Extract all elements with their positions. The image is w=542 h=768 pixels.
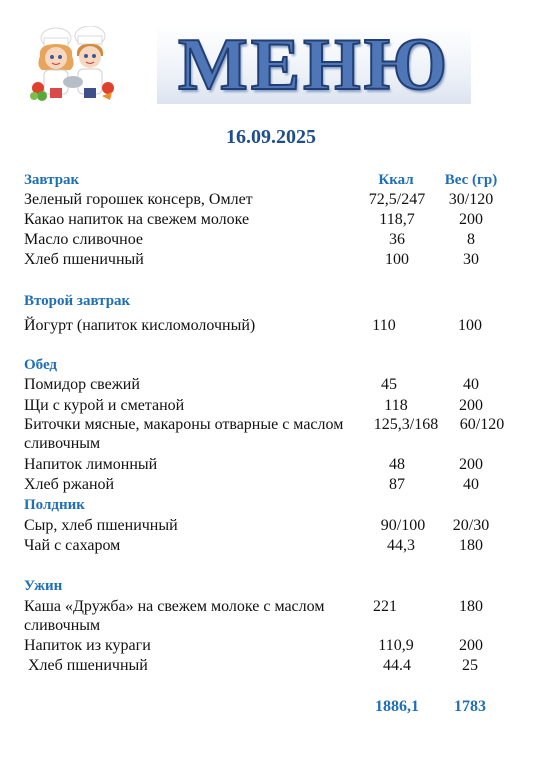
dish-name: Зеленый горошек консерв, Омлет [24,191,253,208]
dish-weight: 20/30 [452,517,490,534]
dish-name: Йогурт (напиток кисломолочный) [24,317,256,334]
dish-kcal: 118,7 [379,211,415,228]
dish-kcal: 118 [384,397,408,414]
dish-kcal: 110,9 [378,637,414,654]
dish-kcal: 45 [381,376,397,393]
weight-header: Вес (гр) [444,172,498,188]
dish-kcal: 44.4 [383,657,411,674]
dish-kcal: 100 [385,251,409,268]
dish-weight: 180 [459,598,483,615]
dish-kcal: 44,3 [387,537,415,554]
dish-name: Масло сливочное [24,231,143,248]
dish-weight: 200 [459,637,483,654]
dish-name: Хлеб пшеничный [24,251,144,268]
dish-weight: 200 [459,456,483,473]
kcal-header: Ккал [378,172,414,188]
total-kcal: 1886,1 [375,698,419,715]
dish-weight: 40 [463,476,479,493]
dish-weight: 200 [459,397,483,414]
dish-weight: 180 [459,537,483,554]
dish-name: Щи с курой и сметаной [24,397,185,414]
menu-date: 16.09.2025 [226,126,316,148]
dish-kcal: 72,5/247 [368,191,426,208]
dish-name: Биточки мясные, макароны отварные с маслом [24,416,344,433]
dish-weight: 25 [462,657,478,674]
dish-name-line2: сливочным [24,617,101,634]
dish-weight: 40 [463,376,479,393]
dish-kcal: 125,3/168 [373,416,439,433]
dish-weight: 8 [467,231,475,248]
dish-kcal: 221 [373,598,397,615]
dish-name-line2: сливочным [24,435,101,452]
section-second-breakfast: Второй завтрак [24,293,131,309]
dish-weight: 200 [459,211,483,228]
dish-kcal: 36 [389,231,405,248]
menu-title-banner [157,25,471,104]
menu-title: МЕНЮ [177,23,451,106]
total-weight: 1783 [454,698,486,715]
dish-weight: 60/120 [459,416,505,433]
section-dinner: Ужин [24,578,63,594]
dish-name: Сыр, хлеб пшеничный [24,517,178,534]
dish-name: Чай с сахаром [24,537,121,554]
dish-name: Какао напиток на свежем молоке [24,211,250,228]
section-snack: Полдник [24,497,85,513]
dish-name: Каша «Дружба» на свежем молоке с маслом [24,598,325,615]
dish-weight: 100 [458,317,482,334]
dish-name: Хлеб ржаной [24,476,115,493]
dish-name: Напиток из кураги [24,637,151,654]
dish-name: Напиток лимонный [24,456,158,473]
dish-name: Помидор свежий [24,376,140,393]
chef-kids-icon [30,26,114,104]
dish-weight: 30/120 [448,191,494,208]
section-lunch: Обед [24,357,58,373]
dish-kcal: 90/100 [380,517,426,534]
section-breakfast: Завтрак [24,172,80,188]
dish-kcal: 87 [389,476,405,493]
dish-weight: 30 [463,251,479,268]
dish-kcal: 48 [389,456,405,473]
dish-name: Хлеб пшеничный [24,657,148,674]
dish-kcal: 110 [372,317,396,334]
